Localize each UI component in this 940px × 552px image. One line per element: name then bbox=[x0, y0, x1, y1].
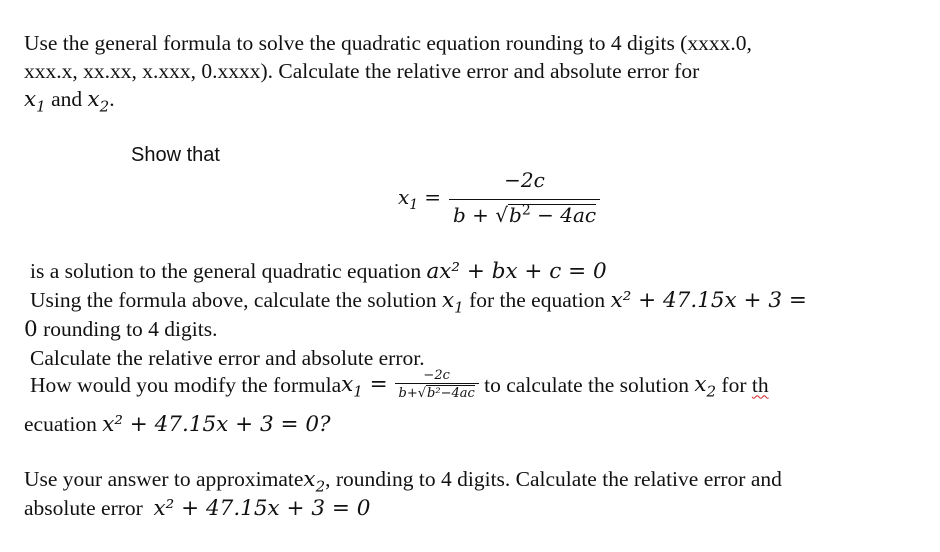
final-line-2: absolute error x² + 47.15x + 3 = 0 bbox=[24, 496, 371, 521]
statement-block bbox=[24, 257, 807, 372]
modify-line-1: How would you modify the formula $x_1$ = $\frac{-2c}{\text{b+√b²−4ac}}$ to calculate the solution $x_2$ for th bbox=[30, 368, 769, 401]
intro-line-1: Use the general formula to solve the quadratic equation rounding to 4 digits (xxxx.0, bbox=[24, 31, 752, 55]
intro-paragraph bbox=[24, 29, 752, 114]
show-that-label: Show that bbox=[131, 144, 220, 166]
spelling-flag-word: th bbox=[751, 372, 769, 397]
var-x2: $x_2$ bbox=[87, 87, 110, 116]
statement-line-2: Using the formula above, calculate the solution $x_1$ for the equation x² + 47.15x + 3 = bbox=[30, 288, 807, 317]
formula-denominator: $b + √b^2 - 4ac$ bbox=[449, 199, 600, 228]
formula-equals: = bbox=[424, 185, 441, 209]
formula-x1 bbox=[398, 166, 600, 228]
intro-line-3: $x_1$ and $x_2$. bbox=[24, 87, 115, 116]
formula-fraction bbox=[449, 168, 600, 228]
formula-numerator: −2c bbox=[504, 168, 545, 192]
statement-line-4: Calculate the relative error and absolute error. bbox=[30, 346, 425, 370]
var-x1: $x_1$ bbox=[24, 87, 46, 116]
statement-line-1: is a solution to the general quadratic equation ax² + bx + c = 0 bbox=[30, 259, 607, 284]
modify-fraction: $\frac{-2c}{\text{b+√b²−4ac}}$ bbox=[395, 368, 479, 401]
modify-line-2: ecuation x² + 47.15x + 3 = 0? bbox=[24, 412, 331, 437]
formula-lhs: $x_1$ bbox=[398, 185, 419, 213]
final-paragraph bbox=[24, 465, 782, 523]
statement-line-3: 0 rounding to 4 digits. bbox=[24, 317, 218, 342]
final-line-1: Use your answer to approximatex$_2$, rounding to 4 digits. Calculate the relative error and bbox=[24, 467, 782, 496]
intro-line-2: xxx.x, xx.xx, x.xxx, 0.xxxx). Calculate the relative error and absolute error for bbox=[24, 59, 700, 83]
